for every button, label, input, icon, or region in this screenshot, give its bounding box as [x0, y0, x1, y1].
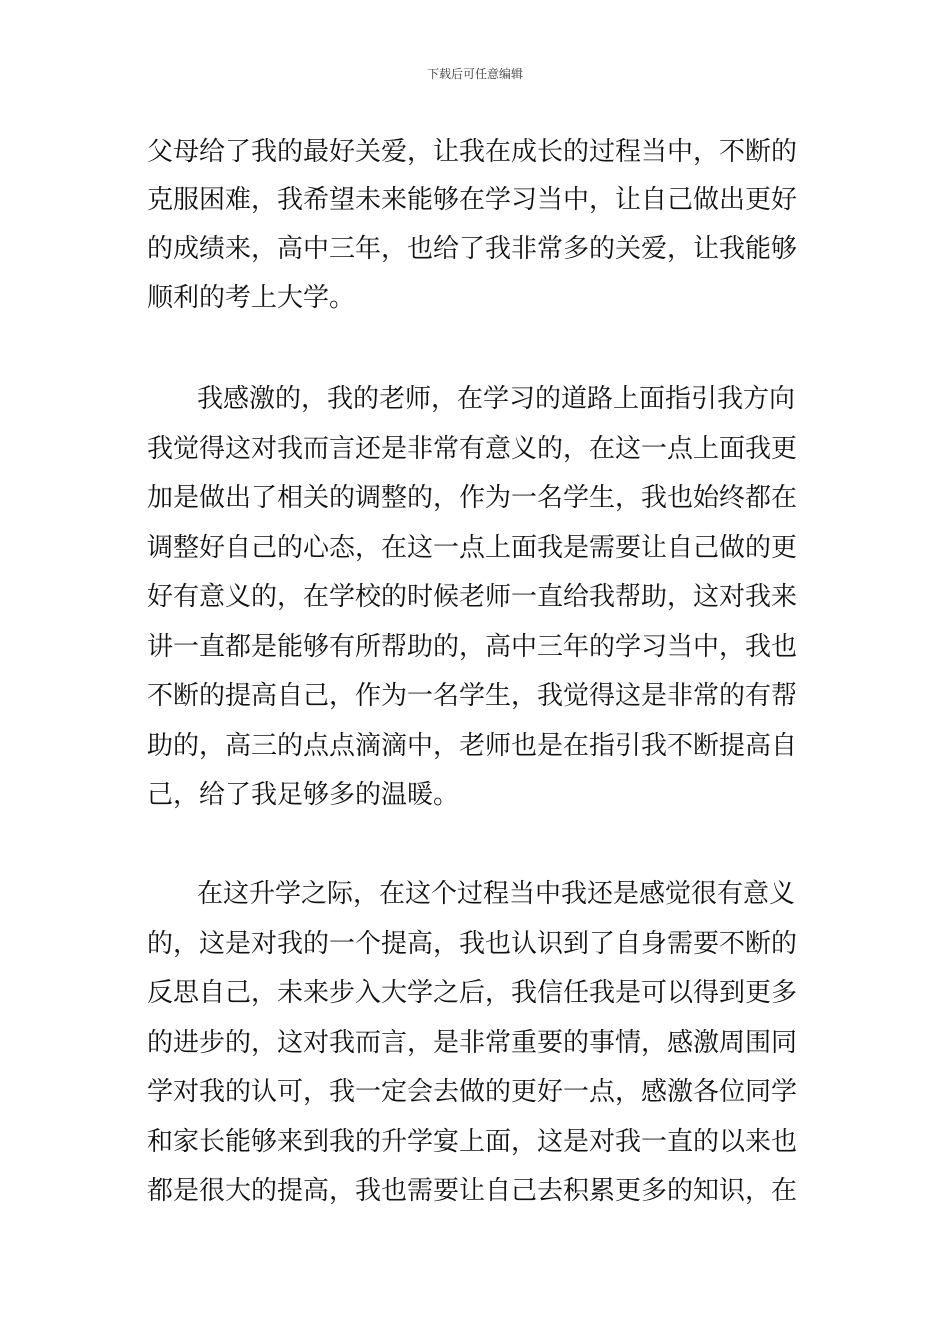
paragraph-1-line-1: 父母给了我的最好关爱，让我在成长的过程当中，不断的	[147, 137, 798, 167]
paragraph-2-line-9: 己，给了我足够多的温暖。	[147, 780, 460, 810]
paragraph-2-line-1: 我感激的，我的老师，在学习的道路上面指引我方向	[197, 384, 796, 414]
paragraph-2-line-8: 助的，高三的点点滴滴中，老师也是在指引我不断提高自	[147, 731, 798, 761]
paragraph-2-line-6: 讲一直都是能够有所帮助的，高中三年的学习当中，我也	[147, 632, 798, 662]
paragraph-3-line-7: 都是很大的提高，我也需要让自己去积累更多的知识，在	[147, 1176, 798, 1206]
paragraph-2-line-5: 好有意义的，在学校的时候老师一直给我帮助，这对我来	[147, 582, 798, 612]
paragraph-1-line-3: 的成绩来，高中三年，也给了我非常多的关爱，让我能够	[147, 234, 798, 264]
paragraph-2-line-4: 调整好自己的心态，在这一点上面我是需要让自己做的更	[147, 533, 798, 563]
paragraph-1-line-4: 顺利的考上大学。	[147, 283, 356, 313]
paragraph-2-line-3: 加是做出了相关的调整的，作为一名学生，我也始终都在	[147, 483, 798, 513]
paragraph-3-line-2: 的，这是对我的一个提高，我也认识到了自身需要不断的	[147, 929, 798, 959]
page-header: 下载后可任意编辑	[426, 67, 523, 81]
paragraph-3-line-6: 和家长能够来到我的升学宴上面，这是对我一直的以来也	[147, 1127, 798, 1157]
paragraph-3-line-1: 在这升学之际，在这个过程当中我还是感觉很有意义	[197, 879, 796, 909]
paragraph-3-line-5: 学对我的认可，我一定会去做的更好一点，感激各位同学	[147, 1077, 798, 1107]
paragraph-3-line-3: 反思自己，未来步入大学之后，我信任我是可以得到更多	[147, 978, 798, 1008]
paragraph-2-line-2: 我觉得这对我而言还是非常有意义的，在这一点上面我更	[147, 434, 798, 464]
paragraph-3-line-4: 的进步的，这对我而言，是非常重要的事情，感激周围同	[147, 1028, 798, 1058]
paragraph-2-line-7: 不断的提高自己，作为一名学生，我觉得这是非常的有帮	[147, 681, 798, 711]
paragraph-1-line-2: 克服困难，我希望未来能够在学习当中，让自己做出更好	[147, 185, 798, 215]
